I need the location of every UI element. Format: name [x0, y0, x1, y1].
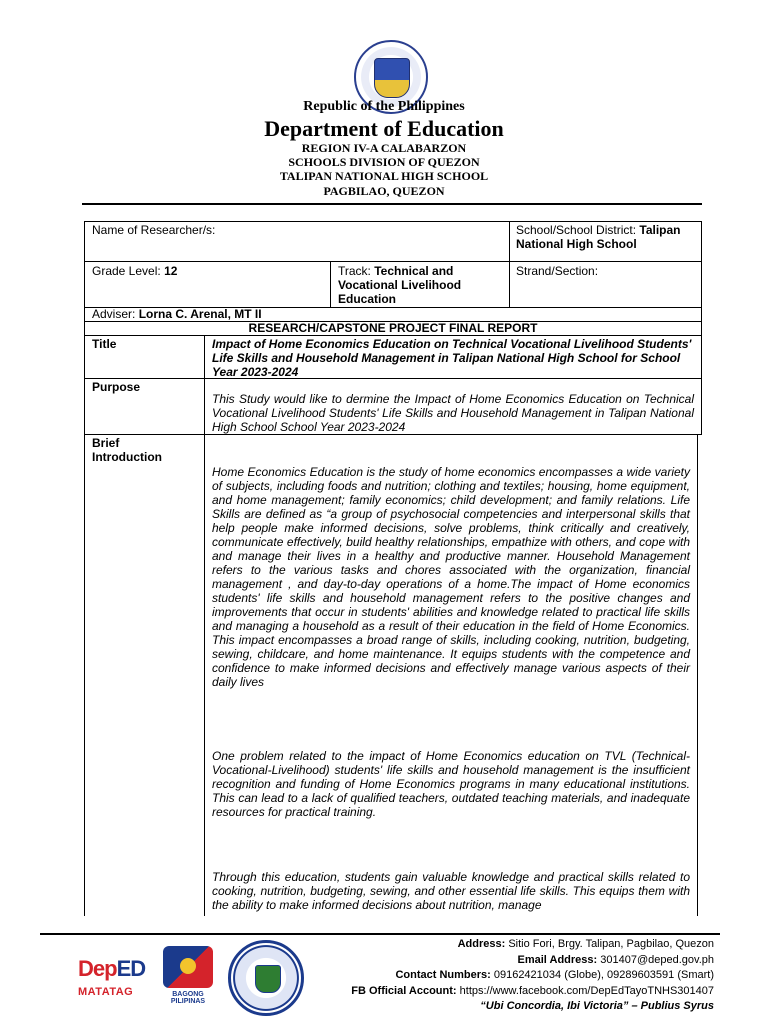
adviser-value: Lorna C. Arenal, MT II	[138, 307, 262, 321]
school-district-cell	[509, 221, 702, 262]
school-heading: TALIPAN NATIONAL HIGH SCHOOL	[279, 169, 489, 183]
contact-label: Contact Numbers:	[395, 969, 491, 981]
school-district-label: School/School District:	[516, 223, 637, 237]
address-value: Sitio Fori, Brgy. Talipan, Pagbilao, Quezon	[508, 938, 714, 950]
adviser-cell	[84, 307, 702, 322]
republic-heading: Republic of the Philippines	[303, 99, 465, 114]
grade-label: Grade Level:	[92, 264, 161, 278]
intro-paragraph-1: Home Economics Education is the study of home economics encompasses a wide variety of subjects, including foods and nutrition; clothing and textiles; housing, home equipment, and home management; family economics; child development; and family relations. Life Skills are defined as “a group of psychosocial competencies and interpersonal skills that help people make informed decisions, solve problems, think critically and creatively, communicate effectively, build healthy relationships, empathize with others, and cope with and manage their lives in a healthy and productive manner. Household Management refers to the various tasks and chores associated with the organization, financial management , and day-to-day operations of a home.The impact of Home economics students' life skills and household management refers to the positive changes and improvements that occur in students' abilities and knowledge related to practical life skills and managing a household as a result of their education in the field of Home Economics. This impact encompasses a broad range of skills, including cooking, nutrition, budgeting, sewing, childcare, and home maintenance. It equips students with the competence and confidence to make informed decisions and effectively manage various aspects of their daily lives	[212, 465, 690, 689]
title-label-cell	[84, 335, 205, 379]
footer-divider	[40, 933, 720, 935]
matatag-label: MATATAG	[78, 986, 134, 998]
division-heading: SCHOOLS DIVISION OF QUEZON	[288, 155, 480, 169]
address-label: Address:	[457, 938, 506, 950]
grade-value: 12	[164, 264, 178, 278]
deped-logo-right: ED	[116, 956, 146, 981]
adviser-label: Adviser:	[92, 307, 136, 321]
purpose-label-cell	[84, 378, 205, 435]
region-heading: REGION IV-A CALABARZON	[301, 141, 467, 155]
title-label: Title	[92, 337, 117, 351]
location-heading: PAGBILAO, QUEZON	[323, 184, 445, 198]
email-label: Email Address:	[517, 953, 598, 966]
motto: “Ubi Concordia, Ibi Victoria” – Publius Syrus	[480, 1000, 714, 1012]
deped-logo	[78, 956, 148, 998]
intro-value-cell	[204, 434, 698, 916]
purpose-value-cell	[204, 378, 702, 435]
researcher-cell	[84, 221, 510, 262]
intro-label-cell	[84, 434, 205, 916]
purpose-label: Purpose	[92, 380, 141, 394]
intro-paragraph-2: One problem related to the impact of Home Economics education on TVL (Technical-Vocational-Livelihood) students' life skills and household management is the insufficient recognition and funding of Home Economics programs in many educational institutions. This can lead to a lack of qualified teachers, outdated teaching materials, and inadequate resources for practical training.	[212, 749, 690, 819]
school-district-value: Talipan National High School	[516, 223, 681, 251]
intro-label: Brief Introduction	[92, 436, 162, 464]
fb-link[interactable]: https://www.facebook.com/DepEdTayoTNHS301407	[459, 984, 714, 997]
contact-block	[351, 937, 714, 1015]
strand-label: Strand/Section:	[516, 264, 599, 278]
header-divider	[82, 203, 702, 205]
bagong-pilipinas-logo	[158, 946, 218, 1016]
talipan-nhs-seal-icon	[228, 940, 304, 1016]
contact-value: 09162421034 (Globe), 09289603591 (Smart)	[493, 969, 714, 981]
deped-logo-left: Dep	[78, 956, 117, 981]
email-value[interactable]: 301407@deped.gov.ph	[600, 953, 714, 966]
title-value-cell	[204, 335, 702, 379]
fb-label: FB Official Account:	[351, 984, 457, 997]
track-value: Technical and Vocational Livelihood Education	[338, 264, 462, 306]
report-heading-cell	[84, 321, 702, 336]
title-value: Impact of Home Economics Education on Technical Vocational Livelihood Students' Life Skills and Household Management in Talipan National High School for School Year 2023-2024	[212, 337, 692, 379]
department-heading: Department of Education	[264, 116, 504, 141]
researcher-label: Name of Researcher/s:	[92, 223, 216, 237]
strand-cell	[509, 261, 702, 308]
bagong-pilipinas-icon	[163, 946, 213, 988]
report-heading: RESEARCH/CAPSTONE PROJECT FINAL REPORT	[248, 321, 538, 335]
bagong-pilipinas-label: BAGONG PILIPINAS	[170, 991, 206, 1005]
purpose-value: This Study would like to dermine the Impact of Home Economics Education on Technical Vocational Livelihood Students' Life Skills and Household Management in Talipan National High School School Year 2023-2024	[212, 392, 694, 434]
track-cell	[330, 261, 510, 308]
track-label: Track:	[338, 264, 371, 278]
intro-paragraph-3: Through this education, students gain valuable knowledge and practical skills related to cooking, nutrition, budgeting, sewing, and other essential life skills. This equips them with the ability to make informed decisions about nutrition, manage	[212, 870, 690, 912]
grade-cell	[84, 261, 331, 308]
